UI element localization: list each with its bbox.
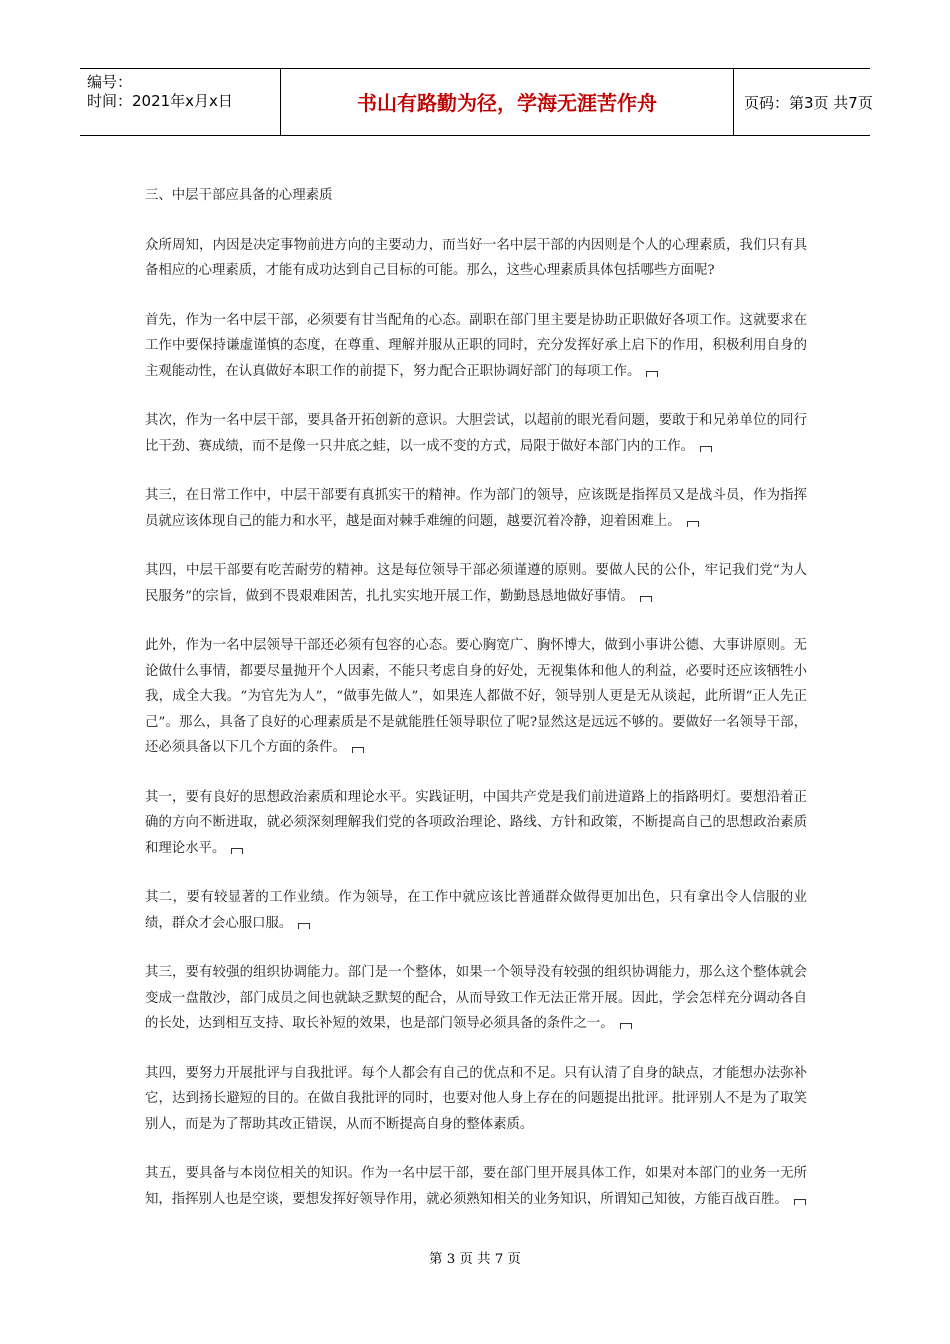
section-title: 三、中层干部应具备的心理素质 bbox=[145, 188, 333, 203]
paragraph: 其一，要有良好的思想政治素质和理论水平。实践证明，中国共产党是我们前进道路上的指路明灯。要想沿着正确的方向不断进取，就必须深刻理解我们党的各项政治理论、路线、方针和政策，不断提高自己的思想政治素质和理论水平。 bbox=[145, 789, 807, 856]
paragraph: 众所周知，内因是决定事物前进方向的主要动力，而当好一名中层干部的内因则是个人的心理素质，我们只有具备相应的心理素质，才能有成功达到自己目标的可能。那么，这些心理素质具体包括哪些方面呢? bbox=[145, 237, 807, 278]
header-motto-cell bbox=[281, 69, 734, 135]
paragraph: 其三，在日常工作中，中层干部要有真抓实干的精神。作为部门的领导，应该既是指挥员又是战斗员，作为指挥员就应该体现自己的能力和水平，越是面对棘手难缠的问题，越要沉着冷静，迎着困难上。 bbox=[145, 488, 807, 529]
paragraph: 首先，作为一名中层干部，必须要有甘当配角的心态。副职在部门里主要是协助正职做好各项工作。这就要求在工作中要保持谦虚谨慎的态度，在尊重、理解并服从正职的同时，充分发挥好承上启下的作用，积极利用自身的主观能动性，在认真做好本职工作的前提下，努力配合正职协调好部门的每项工作。 bbox=[145, 312, 807, 379]
document-body bbox=[145, 183, 807, 1236]
paragraph-mark-icon bbox=[231, 848, 243, 854]
header-motto: 书山有路勤为径，学海无涯苦作舟 bbox=[357, 91, 657, 115]
document-number: 编号： bbox=[87, 73, 133, 91]
paragraph-mark-icon bbox=[640, 596, 652, 602]
paragraph: 其五，要具备与本岗位相关的知识。作为一名中层干部，要在部门里开展具体工作，如果对本部门的业务一无所知，指挥别人也是空谈，要想发挥好领导作用，就必须熟知相关的业务知识，所谓知己知彼，方能百战百胜。 bbox=[145, 1166, 807, 1207]
header-page-cell bbox=[734, 69, 873, 135]
page-header bbox=[80, 68, 873, 136]
paragraph: 其二，要有较显著的工作业绩。作为领导，在工作中就应该比普通群众做得更加出色，只有拿出令人信服的业绩，群众才会心服口服。 bbox=[145, 890, 807, 931]
page-footer: 第 3 页 共 7 页 bbox=[429, 1252, 521, 1267]
header-page-info: 页码：第3页 共7页 bbox=[744, 94, 873, 112]
document-date: 时间：2021年x月x日 bbox=[87, 92, 233, 110]
paragraph: 其三，要有较强的组织协调能力。部门是一个整体，如果一个领导没有较强的组织协调能力，那么这个整体就会变成一盘散沙，部门成员之间也就缺乏默契的配合，从而导致工作无法正常开展。因此，学会怎样充分调动各自的长处，达到相互支持、取长补短的效果，也是部门领导必须具备的条件之一。 bbox=[145, 965, 807, 1031]
paragraph: 其四，中层干部要有吃苦耐劳的精神。这是每位领导干部必须谨遵的原则。要做人民的公仆，牢记我们党“为人民服务”的宗旨，做到不畏艰难困苦，扎扎实实地开展工作，勤勤恳恳地做好事情。 bbox=[145, 563, 807, 604]
paragraph-mark-icon bbox=[687, 521, 699, 527]
paragraph-mark-icon bbox=[352, 747, 364, 753]
paragraph-mark-icon bbox=[700, 446, 712, 452]
paragraph-mark-icon bbox=[620, 1023, 632, 1029]
paragraph-mark-icon bbox=[646, 371, 658, 377]
header-meta-cell bbox=[80, 69, 281, 135]
paragraph: 此外，作为一名中层领导干部还必须有包容的心态。要心胸宽广、胸怀博大，做到小事讲公德、大事讲原则。无论做什么事情，都要尽量抛开个人因素，不能只考虑自身的好处，无视集体和他人的利益，必要时还应该牺牲小我，成全大我。“为官先为人”，“做事先做人”，如果连人都做不好，领导别人更是无从谈起，此所谓“正人先正己”。那么，具备了良好的心理素质是不是就能胜任领导职位了呢?显然这是远远不够的。要做好一名领导干部，还必须具备以下几个方面的条件。 bbox=[145, 638, 807, 755]
paragraph: 其四，要努力开展批评与自我批评。每个人都会有自己的优点和不足。只有认清了自身的缺点，才能想办法弥补它，达到扬长避短的目的。在做自我批评的同时，也要对他人身上存在的问题提出批评。批评别人不是为了取笑别人，而是为了帮助其改正错误，从而不断提高自身的整体素质。 bbox=[145, 1065, 807, 1132]
paragraph-mark-icon bbox=[298, 923, 310, 929]
paragraph-mark-icon bbox=[794, 1199, 806, 1205]
paragraph: 其次，作为一名中层干部，要具备开拓创新的意识。大胆尝试，以超前的眼光看问题，要敢于和兄弟单位的同行比干劲、赛成绩，而不是像一只井底之蛙，以一成不变的方式，局限于做好本部门内的工作。 bbox=[145, 413, 807, 454]
